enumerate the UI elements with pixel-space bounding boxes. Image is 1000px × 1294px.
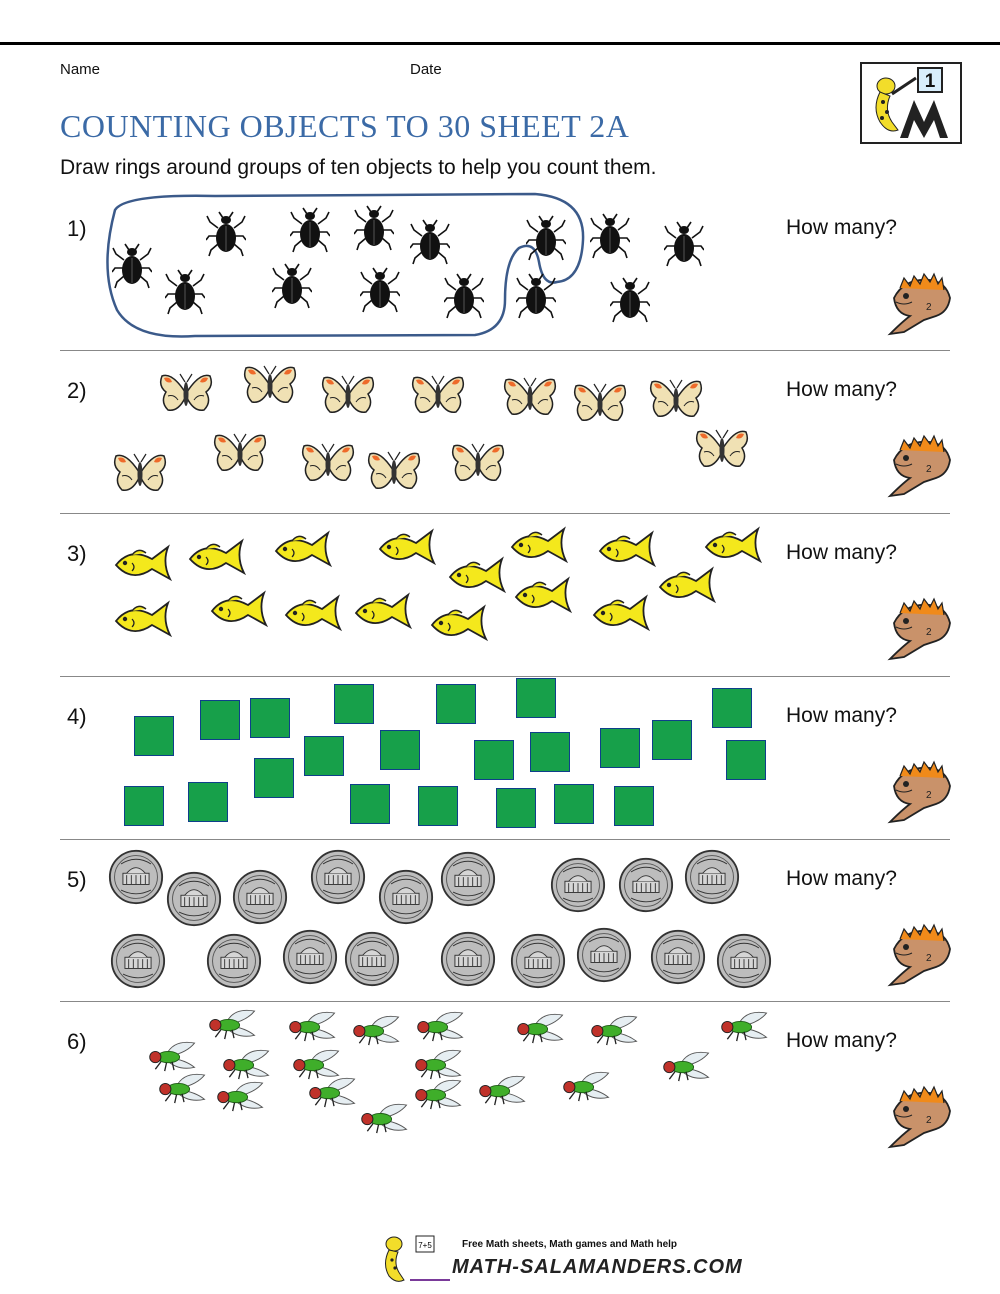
question-5 xyxy=(0,841,1000,1004)
nickel-coin-icon xyxy=(108,849,164,905)
butterfly-icon xyxy=(112,450,168,496)
fly-icon xyxy=(588,1013,644,1051)
footer-salamander-icon xyxy=(380,1232,452,1284)
butterfly-icon xyxy=(158,370,214,416)
butterfly-icon xyxy=(300,440,356,486)
butterfly-icon xyxy=(410,372,466,418)
nickel-coin-icon xyxy=(650,929,706,985)
how-many-label: How many? xyxy=(786,867,897,890)
beetle-icon xyxy=(290,206,330,254)
fly-icon xyxy=(560,1069,616,1107)
salamander-icon xyxy=(884,430,952,500)
divider xyxy=(60,350,950,351)
beetle-icon xyxy=(112,242,152,290)
fly-icon xyxy=(414,1009,470,1047)
butterfly-icon xyxy=(648,376,704,422)
nickel-coin-icon xyxy=(440,851,496,907)
how-many-label: How many? xyxy=(786,1029,897,1052)
green-square xyxy=(188,782,228,822)
butterfly-icon xyxy=(366,448,422,494)
question-3 xyxy=(0,515,1000,678)
fly-icon xyxy=(660,1049,716,1087)
fish-icon xyxy=(508,525,568,567)
fly-icon xyxy=(156,1071,212,1109)
green-square xyxy=(530,732,570,772)
beetle-icon xyxy=(410,218,450,266)
nickel-coin-icon xyxy=(232,869,288,925)
beetle-icon xyxy=(354,204,394,252)
salamander-icon xyxy=(884,268,952,338)
salamander-icon xyxy=(884,919,952,989)
nickel-coin-icon xyxy=(440,931,496,987)
fish-icon xyxy=(702,525,762,567)
fish-icon xyxy=(352,591,412,633)
green-square xyxy=(380,730,420,770)
page-title: COUNTING OBJECTS TO 30 SHEET 2A xyxy=(60,108,630,144)
nickel-coin-icon xyxy=(618,857,674,913)
instructions: Draw rings around groups of ten objects to help you count them. xyxy=(60,156,657,179)
fly-icon xyxy=(286,1009,342,1047)
nickel-coin-icon xyxy=(378,869,434,925)
question-number: 2) xyxy=(67,378,87,403)
nickel-coin-icon xyxy=(166,871,222,927)
beetle-icon xyxy=(590,212,630,260)
butterfly-icon xyxy=(450,440,506,486)
date-label: Date xyxy=(410,61,442,78)
butterfly-icon xyxy=(572,380,628,426)
green-square xyxy=(418,786,458,826)
question-2 xyxy=(0,352,1000,515)
green-square xyxy=(254,758,294,798)
green-square xyxy=(712,688,752,728)
green-square xyxy=(350,784,390,824)
beetle-icon xyxy=(526,214,566,262)
butterfly-icon xyxy=(212,430,268,476)
divider xyxy=(60,513,950,514)
question-number: 1) xyxy=(67,216,87,241)
green-square xyxy=(600,728,640,768)
green-square xyxy=(726,740,766,780)
fish-icon xyxy=(272,529,332,571)
logo-badge-number: 1 xyxy=(924,71,936,92)
divider xyxy=(60,839,950,840)
question-number: 3) xyxy=(67,541,87,566)
name-label: Name xyxy=(60,61,101,78)
fish-icon xyxy=(208,589,268,631)
how-many-label: How many? xyxy=(786,216,897,239)
butterfly-icon xyxy=(320,372,376,418)
fish-icon xyxy=(428,603,488,645)
beetle-icon xyxy=(132,242,133,243)
butterfly-icon xyxy=(502,374,558,420)
svg-text:7+5: 7+5 xyxy=(418,1241,432,1250)
how-many-label: How many? xyxy=(786,378,897,401)
nickel-coin-icon xyxy=(344,931,400,987)
salamander-icon xyxy=(884,1081,952,1151)
green-square xyxy=(554,784,594,824)
divider xyxy=(60,1001,950,1002)
question-number: 5) xyxy=(67,867,87,892)
beetle-icon xyxy=(206,210,246,258)
salamander-icon xyxy=(884,756,952,826)
green-square xyxy=(436,684,476,724)
beetle-icon xyxy=(610,276,650,324)
fly-icon xyxy=(476,1073,532,1111)
nickel-coin-icon xyxy=(110,933,166,989)
fish-icon xyxy=(112,543,172,585)
fish-icon xyxy=(596,529,656,571)
question-number: 6) xyxy=(67,1029,87,1054)
beetle-icon xyxy=(272,262,312,310)
fish-icon xyxy=(376,527,436,569)
butterfly-icon xyxy=(242,362,298,408)
fly-icon xyxy=(214,1079,270,1117)
green-square xyxy=(124,786,164,826)
divider xyxy=(60,676,950,677)
top-rule xyxy=(0,42,1000,45)
fish-icon xyxy=(186,537,246,579)
nickel-coin-icon xyxy=(282,929,338,985)
green-square xyxy=(200,700,240,740)
beetle-icon xyxy=(165,268,205,316)
fly-icon xyxy=(358,1101,414,1139)
fish-icon xyxy=(240,589,241,590)
nickel-coin-icon xyxy=(550,857,606,913)
green-square xyxy=(614,786,654,826)
footer-tagline: Free Math sheets, Math games and Math help xyxy=(462,1239,678,1250)
salamander-logo xyxy=(860,62,962,144)
fly-icon xyxy=(350,1013,406,1051)
beetle-icon xyxy=(516,272,556,320)
how-many-label: How many? xyxy=(786,541,897,564)
how-many-label: How many? xyxy=(786,704,897,727)
fly-icon xyxy=(412,1077,468,1115)
footer-site[interactable]: MATH-SALAMANDERS.COM xyxy=(452,1256,743,1278)
fish-icon xyxy=(656,565,716,607)
fly-icon xyxy=(514,1011,570,1049)
nickel-coin-icon xyxy=(206,933,262,989)
beetle-icon xyxy=(444,272,484,320)
nickel-coin-icon xyxy=(716,933,772,989)
fish-icon xyxy=(282,593,342,635)
fish-icon xyxy=(112,599,172,641)
fly-icon xyxy=(306,1075,362,1113)
fly-icon xyxy=(206,1007,262,1045)
question-6 xyxy=(0,1003,1000,1166)
fish-icon xyxy=(512,575,572,617)
question-4 xyxy=(0,678,1000,841)
beetle-icon xyxy=(664,220,704,268)
green-square xyxy=(516,678,556,718)
green-square xyxy=(334,684,374,724)
nickel-coin-icon xyxy=(510,933,566,989)
question-number: 4) xyxy=(67,704,87,729)
green-square xyxy=(652,720,692,760)
nickel-coin-icon xyxy=(310,849,366,905)
fly-icon xyxy=(718,1009,774,1047)
green-square xyxy=(474,740,514,780)
fish-icon xyxy=(590,593,650,635)
beetle-icon xyxy=(360,266,400,314)
green-square xyxy=(250,698,290,738)
question-1 xyxy=(0,190,1000,353)
green-square xyxy=(304,736,344,776)
nickel-coin-icon xyxy=(576,927,632,983)
nickel-coin-icon xyxy=(684,849,740,905)
fish-icon xyxy=(446,555,506,597)
butterfly-icon xyxy=(694,426,750,472)
salamander-icon xyxy=(884,593,952,663)
green-square xyxy=(134,716,174,756)
green-square xyxy=(496,788,536,828)
